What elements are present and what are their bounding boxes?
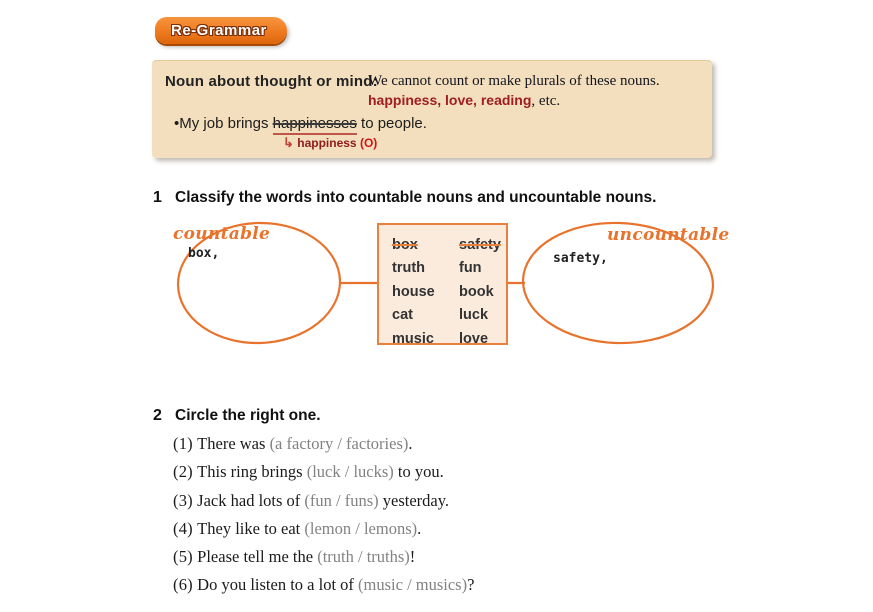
item-text-post: . [417, 518, 422, 538]
correction-word: happiness [297, 136, 357, 150]
item-choices[interactable]: (music / musics) [358, 575, 468, 595]
word-box-col1 [392, 234, 435, 351]
item-text-post: yesterday. [378, 490, 450, 510]
item-text-pre: Jack had lots of [197, 490, 305, 510]
item-number: (3) [173, 490, 198, 510]
example-pre: My job brings [179, 115, 273, 132]
exercise2-title: Circle the right one. [175, 407, 321, 424]
countable-answer[interactable]: box, [188, 246, 220, 261]
item-text-pre: There was [197, 434, 270, 453]
red-example-word: love [445, 92, 474, 108]
exercise2-number: 2 [153, 407, 162, 424]
uncountable-answer[interactable]: safety, [553, 251, 608, 266]
red-words-line [368, 92, 560, 110]
red-example-separator: , [437, 92, 446, 108]
item-text-post: ! [409, 547, 416, 567]
word-bank-item[interactable]: safety [459, 237, 501, 253]
item-text-post: . [408, 434, 413, 453]
etc-suffix: , etc. [531, 93, 561, 109]
item-text-pre: Do you listen to a lot of [197, 575, 359, 595]
word-bank-item[interactable]: house [392, 283, 435, 300]
item-number: (2) [173, 462, 198, 482]
item-text-post: to you. [393, 462, 444, 482]
rule-explanation: We cannot count or make plurals of these nouns. [368, 73, 660, 89]
word-bank-item[interactable]: book [459, 283, 494, 300]
exercise1-heading [153, 189, 656, 207]
bullet-marker: • [174, 115, 180, 132]
exercise2-list [173, 430, 693, 600]
word-bank-item[interactable]: truth [392, 260, 426, 277]
word-bank-item[interactable]: music [392, 330, 434, 347]
example-post: to people. [356, 115, 427, 132]
exercise2-item [173, 571, 693, 599]
item-choices[interactable]: (lemon / lemons) [304, 518, 418, 538]
word-bank-item[interactable]: cat [392, 307, 413, 324]
item-choices[interactable]: (a factory / factories) [269, 434, 409, 453]
item-text-pre: They like to eat [197, 518, 305, 538]
word-bank-item[interactable]: luck [459, 307, 489, 324]
word-bank-item[interactable]: fun [459, 260, 482, 277]
item-choices[interactable]: (luck / lucks) [306, 462, 394, 482]
grammar-rule-box [152, 60, 712, 158]
exercise2-item [173, 487, 693, 515]
re-grammar-badge [155, 17, 287, 44]
example-sentence [174, 115, 427, 132]
item-text-pre: Please tell me the [197, 547, 318, 567]
exercise2-heading [153, 407, 321, 425]
word-bank-box [377, 223, 508, 345]
item-text-pre: This ring brings [197, 462, 307, 482]
rule-title: Noun about thought or mind: [165, 73, 378, 90]
exercise1-title: Classify the words into countable nouns and uncountable nouns. [175, 189, 657, 206]
red-example-word: reading [480, 92, 532, 108]
item-number: (5) [173, 547, 198, 567]
correction-mark: (O) [359, 136, 378, 150]
item-text-post: ? [467, 575, 475, 595]
item-choices[interactable]: (truth / truths) [317, 547, 410, 567]
countable-label: countable [173, 224, 271, 244]
word-bank-item[interactable]: love [459, 330, 489, 347]
exercise2-item [173, 543, 693, 571]
exercise2-item [173, 458, 693, 486]
red-example-word: happiness [368, 92, 438, 108]
word-box-col2 [459, 234, 501, 351]
correction-arrow-icon: ↳ [283, 135, 294, 150]
word-bank-item[interactable]: box [392, 237, 418, 253]
item-number: (4) [173, 518, 198, 538]
uncountable-label: uncountable [607, 225, 730, 245]
re-grammar-badge-label: Re-Grammar [171, 22, 267, 39]
item-choices[interactable]: (fun / funs) [304, 490, 379, 510]
item-number: (1) [173, 434, 198, 453]
crossed-out-word: happinesses [273, 115, 357, 135]
red-example-separator: , [473, 92, 481, 108]
exercise1-number: 1 [153, 189, 162, 206]
item-number: (6) [173, 575, 198, 595]
exercise2-item [173, 430, 693, 458]
exercise2-item [173, 515, 693, 543]
classification-diagram [150, 215, 730, 355]
correction-note [283, 135, 377, 151]
